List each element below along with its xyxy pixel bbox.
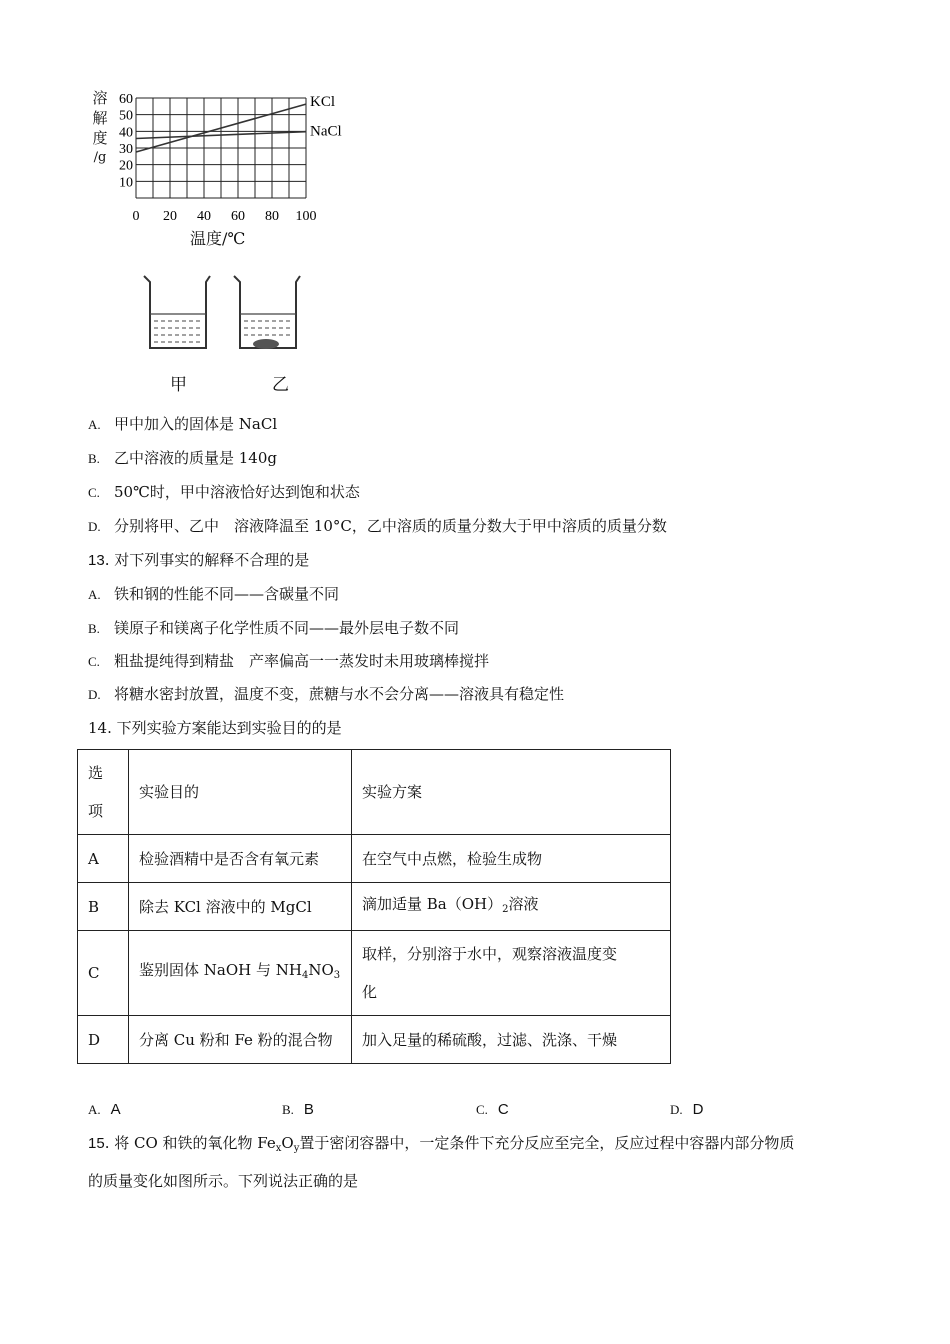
series-label-kcl: KCl — [310, 94, 336, 111]
beakers-svg — [140, 272, 320, 356]
beaker-diagram — [140, 272, 320, 402]
x-tick-label: 40 — [197, 209, 211, 224]
question-text: 置于密闭容器中，一定条件下充分反应至完全，反应过程中容器内部分物质 — [299, 1134, 795, 1152]
row-option: D — [78, 1016, 129, 1064]
row-option: C — [78, 931, 129, 1016]
row-option: B — [78, 883, 129, 931]
x-tick-label: 20 — [163, 209, 177, 224]
row-plan — [352, 883, 671, 931]
beaker-label-yi: 乙 — [272, 375, 289, 395]
plan-text: 滴加适量 Ba（OH） — [362, 894, 503, 913]
x-tick-label: 60 — [231, 209, 245, 224]
table-row — [78, 931, 671, 1016]
y-axis-label — [90, 88, 110, 168]
question-text: . 将 CO 和铁的氧化物 Fe — [104, 1134, 276, 1152]
plan-line: 取样，分别溶于水中，观察溶液温度变 — [362, 945, 618, 963]
option-label: D. — [88, 687, 101, 702]
q14-answer-c — [476, 1100, 509, 1118]
series-label-nacl: NaCl — [310, 123, 342, 140]
header-option-char: 项 — [88, 802, 104, 820]
q14-answer-b — [282, 1100, 314, 1118]
answer-label: B. — [282, 1102, 294, 1117]
q14-answer-d — [670, 1100, 703, 1118]
subscript: y — [293, 1143, 300, 1154]
header-option-char: 选 — [88, 764, 104, 782]
goal-text: 鉴别固体 NaOH 与 NH — [139, 961, 302, 979]
y-tick-label: 60 — [119, 92, 133, 107]
header-option-cell — [78, 750, 129, 835]
q13-option-d — [88, 684, 564, 705]
subscript: 2 — [502, 903, 509, 915]
answer-value: C — [497, 1101, 509, 1118]
solubility-chart — [86, 84, 366, 254]
option-text: 甲中加入的固体是 NaCl — [114, 415, 278, 433]
subscript: 3 — [333, 970, 341, 981]
row-option: A — [78, 835, 129, 883]
goal-text-mid: NO — [308, 961, 334, 979]
q12-option-c — [88, 482, 360, 503]
row-goal — [129, 931, 352, 1016]
y-tick-label: 10 — [119, 175, 133, 191]
y-label-char: 度 — [92, 129, 108, 147]
question-number: 15 — [88, 1135, 105, 1152]
plan-text-end: 溶液 — [508, 894, 539, 913]
option-text: 粗盐提纯得到精盐 产率偏高一一蒸发时未用玻璃棒搅拌 — [114, 652, 490, 670]
option-text: 乙中溶液的质量是 140g — [114, 449, 278, 467]
row-plan: 加入足量的稀硫酸，过滤、洗涤、干燥 — [352, 1016, 671, 1064]
q14-answer-a — [88, 1100, 121, 1118]
row-goal: 分离 Cu 粉和 Fe 粉的混合物 — [129, 1016, 352, 1064]
y-label-char: /g — [93, 150, 107, 165]
q12-option-b — [88, 448, 277, 469]
option-label: C. — [88, 485, 100, 500]
q15-stem-line2: 的质量变化如图所示。下列说法正确的是 — [88, 1172, 359, 1190]
question-text: . 对下列事实的解释不合理的是 — [104, 551, 310, 569]
y-tick-label: 20 — [119, 158, 133, 174]
answer-label: A. — [88, 1102, 101, 1117]
beaker-label-jia: 甲 — [170, 375, 187, 395]
table-row — [78, 1016, 671, 1064]
option-label: D. — [88, 519, 101, 534]
q14-stem: 14. 下列实验方案能达到实验目的的是 — [88, 719, 342, 737]
q15-stem-line1 — [88, 1133, 794, 1159]
beaker-jia — [144, 276, 210, 348]
undissolved-solid — [253, 339, 279, 349]
option-text: 镁原子和镁离子化学性质不同——最外层电子数不同 — [114, 619, 460, 637]
y-tick-label: 30 — [119, 142, 133, 157]
x-tick-label: 80 — [265, 209, 279, 224]
table-row — [78, 883, 671, 931]
header-goal-cell: 实验目的 — [129, 750, 352, 835]
plan-line: 化 — [362, 983, 378, 1001]
q13-option-a — [88, 584, 339, 605]
row-plan — [352, 931, 671, 1016]
answer-value: D — [692, 1101, 704, 1118]
table-row — [78, 835, 671, 883]
q13-stem — [88, 550, 309, 571]
y-label-char: 解 — [92, 109, 108, 127]
beaker-yi — [234, 276, 300, 349]
option-label: B. — [88, 451, 100, 466]
answer-value: B — [303, 1101, 314, 1118]
y-tick-label: 50 — [119, 108, 133, 124]
answer-label: C. — [476, 1102, 488, 1117]
table-header-row — [78, 750, 671, 835]
y-label-char: 溶 — [92, 89, 108, 107]
question-number: 13 — [88, 552, 105, 569]
subscript: x — [275, 1143, 282, 1154]
x-tick-label: 100 — [295, 209, 317, 224]
answer-label: D. — [670, 1102, 683, 1117]
q12-option-d — [88, 516, 667, 537]
row-plan: 在空气中点燃，检验生成物 — [352, 835, 671, 883]
option-text: 分别将甲、乙中 溶液降温至 10°C，乙中溶质的质量分数大于甲中溶质的质量分数 — [114, 517, 667, 535]
x-tick-label: 0 — [132, 209, 140, 224]
option-text: 50℃时，甲中溶液恰好达到饱和状态 — [114, 483, 360, 501]
option-label: B. — [88, 621, 100, 636]
y-tick-label: 40 — [119, 125, 133, 141]
q12-option-a — [88, 414, 277, 435]
answer-value: A — [110, 1101, 121, 1118]
option-text: 铁和钢的性能不同——含碳量不同 — [114, 585, 340, 603]
option-label: A. — [88, 417, 101, 432]
row-goal: 检验酒精中是否含有氧元素 — [129, 835, 352, 883]
q13-option-c — [88, 651, 489, 672]
question-text: O — [281, 1134, 294, 1152]
row-goal: 除去 KCl 溶液中的 MgCl — [129, 883, 352, 931]
x-axis-label: 温度/℃ — [190, 229, 246, 248]
option-label: C. — [88, 654, 100, 669]
option-label: A. — [88, 587, 101, 602]
option-text: 将糖水密封放置，温度不变，蔗糖与水不会分离——溶液具有稳定性 — [114, 685, 565, 703]
q13-option-b — [88, 618, 459, 639]
experiment-table — [77, 749, 671, 1064]
header-plan-cell: 实验方案 — [352, 750, 671, 835]
subscript: 4 — [301, 970, 309, 981]
